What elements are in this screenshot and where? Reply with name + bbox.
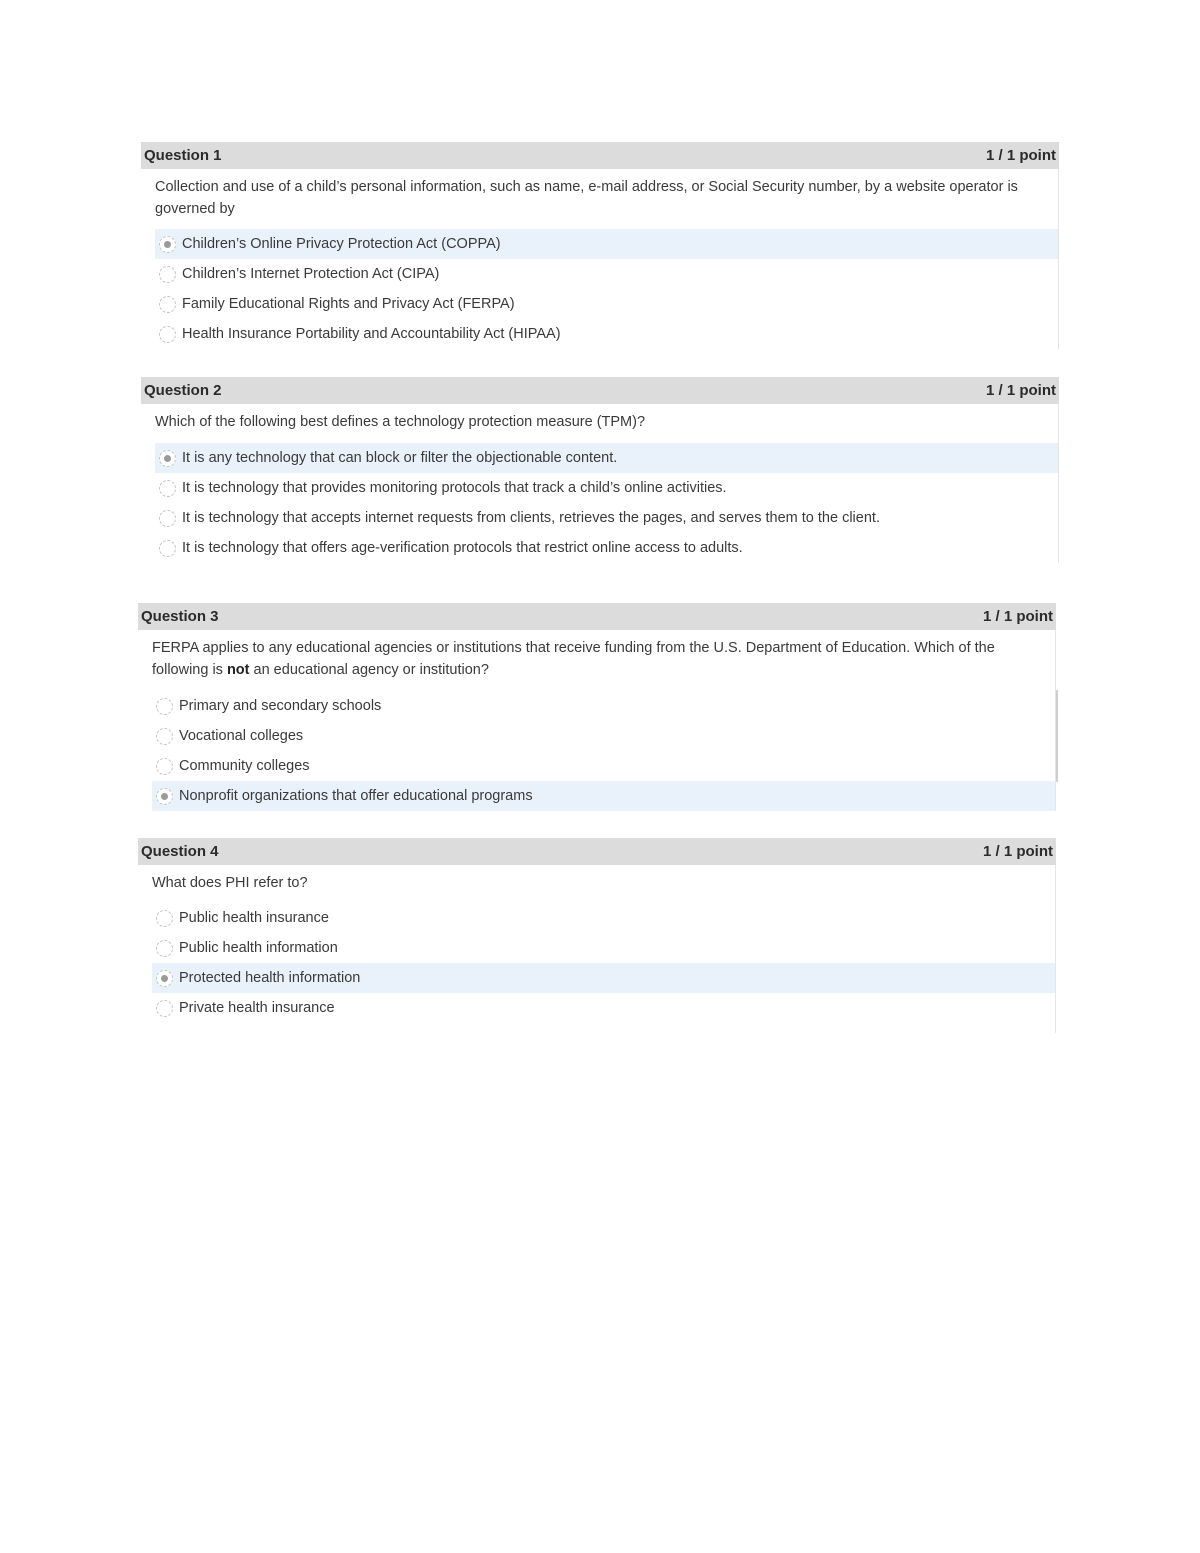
answer-option[interactable] [155,229,1058,259]
question-2 [141,377,1059,563]
answer-option[interactable] [152,963,1055,993]
question-points: 1 / 1 point [982,843,1053,860]
radio-icon[interactable] [159,326,176,343]
question-header [138,603,1056,630]
question-text-part: an educational agency or institution? [249,662,489,678]
radio-selected-icon[interactable] [156,788,173,805]
question-points: 1 / 1 point [982,608,1053,625]
question-body [141,404,1059,563]
answer-option[interactable] [155,473,1058,503]
question-title: Question 1 [144,147,222,164]
question-title: Question 3 [141,608,219,625]
answer-options [141,229,1058,349]
question-text [138,630,1055,681]
answer-option[interactable] [152,751,1055,781]
radio-icon[interactable] [156,698,173,715]
radio-icon[interactable] [159,540,176,557]
answer-option[interactable] [155,443,1058,473]
answer-option[interactable] [155,319,1058,349]
answer-label: Private health insurance [179,1000,335,1016]
radio-icon[interactable] [159,266,176,283]
answer-label: It is technology that accepts internet requests from clients, retrieves the pages, and serves them to the client. [182,510,880,526]
radio-icon[interactable] [156,728,173,745]
answer-option[interactable] [152,691,1055,721]
radio-icon[interactable] [156,910,173,927]
answer-label: Family Educational Rights and Privacy Act (FERPA) [182,296,515,312]
radio-icon[interactable] [156,940,173,957]
question-title: Question 2 [144,382,222,399]
question-points: 1 / 1 point [985,382,1056,399]
question-body [138,630,1056,811]
answer-option[interactable] [152,993,1055,1023]
answer-options [141,443,1058,563]
question-header [141,377,1059,404]
scrollbar-track[interactable] [1056,690,1058,782]
radio-selected-icon[interactable] [159,236,176,253]
answer-label: Health Insurance Portability and Accountability Act (HIPAA) [182,326,561,342]
answer-label: It is technology that provides monitoring protocols that track a child’s online activities. [182,480,727,496]
answer-label: Primary and secondary schools [179,698,382,714]
answer-label: Children’s Online Privacy Protection Act (COPPA) [182,236,501,252]
question-header [138,838,1056,865]
question-header [141,142,1059,169]
answer-option[interactable] [155,259,1058,289]
answer-option[interactable] [155,533,1058,563]
answer-label: Protected health information [179,970,361,986]
answer-label: Public health insurance [179,910,329,926]
question-4 [138,838,1056,1033]
question-3 [138,603,1056,811]
radio-selected-icon[interactable] [156,970,173,987]
answer-option[interactable] [152,903,1055,933]
question-title: Question 4 [141,843,219,860]
answer-options [138,903,1055,1023]
answer-option[interactable] [152,721,1055,751]
question-text: Collection and use of a child’s personal information, such as name, e-mail address, or Social Security number, by a website operator is governed by [155,179,1018,217]
radio-icon[interactable] [159,296,176,313]
answer-label: Vocational colleges [179,728,304,744]
radio-icon[interactable] [156,758,173,775]
answer-label: Public health information [179,940,338,956]
answer-label: It is any technology that can block or filter the objectionable content. [182,450,618,466]
answer-option[interactable] [155,503,1058,533]
answer-options [138,691,1055,811]
answer-label: It is technology that offers age-verification protocols that restrict online access to adults. [182,540,743,556]
question-points: 1 / 1 point [985,147,1056,164]
answer-option[interactable] [152,933,1055,963]
radio-icon[interactable] [156,1000,173,1017]
answer-label: Community colleges [179,758,310,774]
answer-option[interactable] [152,781,1055,811]
question-1 [141,142,1059,349]
radio-icon[interactable] [159,480,176,497]
question-text: What does PHI refer to? [152,875,308,891]
question-body [138,865,1056,1033]
radio-selected-icon[interactable] [159,450,176,467]
radio-icon[interactable] [159,510,176,527]
question-text-emphasis: not [226,662,250,678]
answer-label: Nonprofit organizations that offer educational programs [179,788,533,804]
question-body [141,169,1059,349]
question-text-part: FERPA applies to any educational agencies or institutions that receive funding from the U.S. Department of Education. Which of the following is [152,640,995,678]
question-text: Which of the following best defines a technology protection measure (TPM)? [155,414,646,430]
answer-label: Children’s Internet Protection Act (CIPA) [182,266,440,282]
answer-option[interactable] [155,289,1058,319]
